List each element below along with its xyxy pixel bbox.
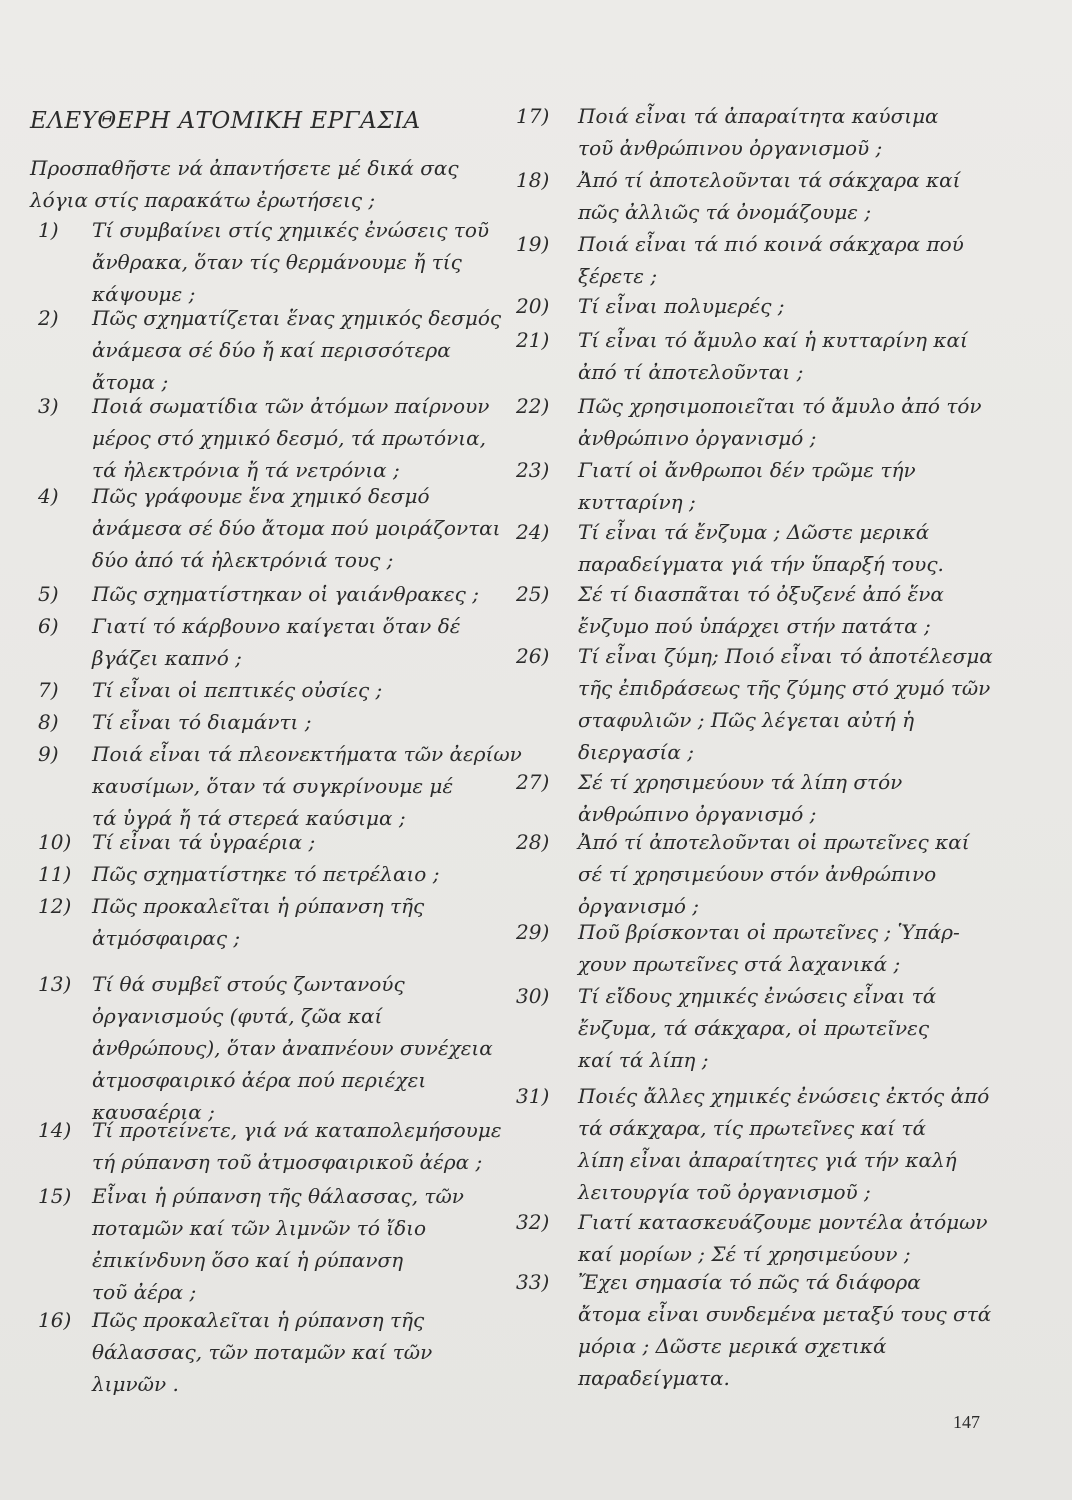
question-line: σέ τί χρησιμεύουν στόν ἀνθρώπινο bbox=[578, 862, 937, 886]
question-line: Πῶς σχηματίζεται ἕνας χημικός δεσμός bbox=[92, 306, 502, 330]
question-text bbox=[578, 454, 916, 518]
question-line: Πῶς σχηματίστηκε τό πετρέλαιο ; bbox=[92, 862, 440, 886]
question-line: Ἀπό τί ἀποτελοῦνται οἱ πρωτεῖνες καί bbox=[578, 830, 970, 854]
question-number: 11) bbox=[38, 862, 72, 886]
question-number: 16) bbox=[38, 1308, 72, 1332]
question-line: Τί εἶναι ζύμη; Ποιό εἶναι τό ἀποτέλεσμα bbox=[578, 644, 993, 668]
question-line: Τί εἶναι πολυμερές ; bbox=[578, 294, 785, 318]
question-number: 10) bbox=[38, 830, 72, 854]
question-line: μέρος στό χημικό δεσμό, τά πρωτόνια, bbox=[92, 426, 486, 450]
question-number: 4) bbox=[38, 484, 59, 508]
question-text bbox=[92, 1180, 464, 1308]
question-text bbox=[578, 290, 785, 322]
question-text bbox=[578, 164, 960, 228]
question-text bbox=[578, 826, 970, 922]
question-line: Ποιά εἶναι τά πλεονεκτήματα τῶν ἀερίων bbox=[92, 742, 522, 766]
question-number: 20) bbox=[516, 294, 550, 318]
question-line: Εἶναι ἡ ρύπανση τῆς θάλασσας, τῶν bbox=[92, 1184, 464, 1208]
question-line: Ἔχει σημασία τό πῶς τά διάφορα bbox=[578, 1270, 921, 1294]
question-number: 7) bbox=[38, 678, 59, 702]
question-line: Ποιά σωματίδια τῶν ἀτόμων παίρνουν bbox=[92, 394, 490, 418]
question-line: Ποιές ἄλλες χημικές ἐνώσεις ἐκτός ἀπό bbox=[578, 1084, 990, 1108]
question-number: 15) bbox=[38, 1184, 72, 1208]
question-line: πῶς ἀλλιῶς τά ὀνομάζουμε ; bbox=[578, 200, 872, 224]
question-text bbox=[578, 324, 968, 388]
question-text bbox=[578, 640, 993, 768]
question-text bbox=[92, 1304, 432, 1400]
question-line: Τί εἶναι οἱ πεπτικές οὐσίες ; bbox=[92, 678, 383, 702]
question-line: μόρια ; Δῶστε μερικά σχετικά bbox=[578, 1334, 887, 1358]
question-number: 29) bbox=[516, 920, 550, 944]
question-text bbox=[92, 480, 501, 576]
question-line: Ἀπό τί ἀποτελοῦνται τά σάκχαρα καί bbox=[578, 168, 961, 192]
question-line: Σέ τί χρησιμεύουν τά λίπη στόν bbox=[578, 770, 903, 794]
question-number: 25) bbox=[516, 582, 550, 606]
question-line: Τί εἴδους χημικές ἐνώσεις εἶναι τά bbox=[578, 984, 937, 1008]
question-line: καί μορίων ; Σέ τί χρησιμεύουν ; bbox=[578, 1242, 911, 1266]
question-line: Πῶς προκαλεῖται ἡ ρύπανση τῆς bbox=[92, 894, 425, 918]
page-number: 147 bbox=[953, 1412, 980, 1432]
question-number: 31) bbox=[516, 1084, 550, 1108]
question-number: 30) bbox=[516, 984, 550, 1008]
question-text bbox=[92, 858, 439, 890]
question-line: ἀνθρώπους), ὅταν ἀναπνέουν συνέχεια bbox=[92, 1036, 493, 1060]
question-line: κυτταρίνη ; bbox=[578, 490, 696, 514]
question-number: 23) bbox=[516, 458, 550, 482]
question-line: ἀτμόσφαιρας ; bbox=[92, 926, 241, 950]
question-line: ὀργανισμούς (φυτά, ζῶα καί bbox=[92, 1004, 383, 1028]
question-line: Πῶς γράφουμε ἕνα χημικό δεσμό bbox=[92, 484, 430, 508]
question-line: βγάζει καπνό ; bbox=[92, 646, 242, 670]
question-line: διεργασία ; bbox=[578, 740, 694, 764]
question-line: Τί εἶναι τά ἔνζυμα ; Δῶστε μερικά bbox=[578, 520, 930, 544]
question-line: ἐπικίνδυνη ὅσο καί ἡ ρύπανση bbox=[92, 1248, 404, 1272]
question-number: 2) bbox=[38, 306, 59, 330]
question-number: 13) bbox=[38, 972, 72, 996]
question-line: τῆς ἐπιδράσεως τῆς ζύμης στό χυμό τῶν bbox=[578, 676, 991, 700]
question-text bbox=[92, 674, 382, 706]
question-text bbox=[578, 1266, 991, 1394]
question-line: χουν πρωτεῖνες στά λαχανικά ; bbox=[578, 952, 901, 976]
question-number: 17) bbox=[516, 104, 550, 128]
question-line: τή ρύπανση τοῦ ἀτμοσφαιρικοῦ ἀέρα ; bbox=[92, 1150, 483, 1174]
question-number: 9) bbox=[38, 742, 59, 766]
question-line: καυσαέρια ; bbox=[92, 1100, 215, 1124]
question-line: παραδείγματα γιά τήν ὕπαρξή τους. bbox=[578, 552, 944, 576]
question-line: καυσίμων, ὅταν τά συγκρίνουμε μέ bbox=[92, 774, 454, 798]
question-text bbox=[578, 578, 944, 642]
question-number: 24) bbox=[516, 520, 550, 544]
question-text bbox=[92, 578, 479, 610]
question-text bbox=[578, 390, 982, 454]
question-text bbox=[92, 390, 489, 486]
question-text bbox=[578, 1206, 988, 1270]
question-line: ἄνθρακα, ὅταν τίς θερμάνουμε ἤ τίς bbox=[92, 250, 462, 274]
intro-line: Προσπαθῆστε νά ἀπαντήσετε μέ δικά σας bbox=[30, 156, 459, 180]
question-line: Πῶς προκαλεῖται ἡ ρύπανση τῆς bbox=[92, 1308, 425, 1332]
question-number: 19) bbox=[516, 232, 550, 256]
question-number: 14) bbox=[38, 1118, 72, 1142]
intro-text bbox=[30, 152, 490, 216]
question-line: δύο ἀπό τά ἠλεκτρόνιά τους ; bbox=[92, 548, 394, 572]
question-line: λίπη εἶναι ἀπαραίτητες γιά τήν καλή bbox=[578, 1148, 957, 1172]
question-number: 12) bbox=[38, 894, 72, 918]
question-line: σταφυλιῶν ; Πῶς λέγεται αὐτή ἡ bbox=[578, 708, 915, 732]
question-text bbox=[92, 826, 315, 858]
question-number: 27) bbox=[516, 770, 550, 794]
question-text bbox=[92, 1114, 502, 1178]
question-number: 3) bbox=[38, 394, 59, 418]
question-text bbox=[578, 516, 944, 580]
question-line: Τί εἶναι τό διαμάντι ; bbox=[92, 710, 312, 734]
question-number: 21) bbox=[516, 328, 550, 352]
question-number: 32) bbox=[516, 1210, 550, 1234]
question-line: Ποιά εἶναι τά ἀπαραίτητα καύσιμα bbox=[578, 104, 939, 128]
question-line: καί τά λίπη ; bbox=[578, 1048, 709, 1072]
question-number: 33) bbox=[516, 1270, 550, 1294]
question-line: θάλασσας, τῶν ποταμῶν καί τῶν bbox=[92, 1340, 433, 1364]
question-number: 5) bbox=[38, 582, 59, 606]
intro-line: λόγια στίς παρακάτω ἐρωτήσεις ; bbox=[30, 188, 376, 212]
question-text bbox=[92, 302, 501, 398]
question-line: τοῦ ἀνθρώπινου ὀργανισμοῦ ; bbox=[578, 136, 883, 160]
question-text bbox=[92, 968, 493, 1128]
question-text bbox=[578, 100, 939, 164]
question-line: ξέρετε ; bbox=[578, 264, 658, 288]
question-text bbox=[578, 228, 964, 292]
question-line: λειτουργία τοῦ ὀργανισμοῦ ; bbox=[578, 1180, 871, 1204]
question-line: Πῶς σχηματίστηκαν οἱ γαιάνθρακες ; bbox=[92, 582, 479, 606]
question-line: ἄτομα εἶναι συνδεμένα μεταξύ τους στά bbox=[578, 1302, 992, 1326]
question-line: ἀνάμεσα σέ δύο ἄτομα πού μοιράζονται bbox=[92, 516, 501, 540]
question-line: Γιατί κατασκευάζουμε μοντέλα ἀτόμων bbox=[578, 1210, 988, 1234]
question-line: ἀνθρώπινο ὀργανισμό ; bbox=[578, 426, 817, 450]
question-line: ἔνζυμο πού ὑπάρχει στήν πατάτα ; bbox=[578, 614, 931, 638]
question-line: ἔνζυμα, τά σάκχαρα, οἱ πρωτεῖνες bbox=[578, 1016, 930, 1040]
question-line: τοῦ ἀέρα ; bbox=[92, 1280, 197, 1304]
question-number: 26) bbox=[516, 644, 550, 668]
question-line: ποταμῶν καί τῶν λιμνῶν τό ἴδιο bbox=[92, 1216, 427, 1240]
question-line: ἀπό τί ἀποτελοῦνται ; bbox=[578, 360, 804, 384]
question-line: ἄτομα ; bbox=[92, 370, 169, 394]
question-line: Γιατί τό κάρβουνο καίγεται ὅταν δέ bbox=[92, 614, 461, 638]
question-text bbox=[578, 1080, 989, 1208]
question-line: ὀργανισμό ; bbox=[578, 894, 700, 918]
question-line: λιμνῶν . bbox=[92, 1372, 179, 1396]
question-text bbox=[578, 916, 960, 980]
question-line: Πῶς χρησιμοποιεῖται τό ἄμυλο ἀπό τόν bbox=[578, 394, 982, 418]
question-text bbox=[578, 980, 936, 1076]
question-number: 1) bbox=[38, 218, 59, 242]
question-text bbox=[92, 610, 460, 674]
question-number: 28) bbox=[516, 830, 550, 854]
question-text bbox=[92, 890, 424, 954]
question-line: Ποιά εἶναι τά πιό κοινά σάκχαρα πού bbox=[578, 232, 964, 256]
question-line: ἀτμοσφαιρικό ἀέρα πού περιέχει bbox=[92, 1068, 427, 1092]
question-number: 6) bbox=[38, 614, 59, 638]
question-line: Τί προτείνετε, γιά νά καταπολεμήσουμε bbox=[92, 1118, 502, 1142]
question-line: Τί εἶναι τό ἄμυλο καί ἡ κυτταρίνη καί bbox=[578, 328, 968, 352]
question-line: Γιατί οἱ ἄνθρωποι δέν τρῶμε τήν bbox=[578, 458, 916, 482]
question-line: Ποῦ βρίσκονται οἱ πρωτεῖνες ; Ὑπάρ- bbox=[578, 920, 960, 944]
question-line: τά ἠλεκτρόνια ἤ τά νετρόνια ; bbox=[92, 458, 400, 482]
question-line: κάψουμε ; bbox=[92, 282, 196, 306]
question-number: 8) bbox=[38, 710, 59, 734]
question-text bbox=[92, 214, 489, 310]
question-line: Τί συμβαίνει στίς χημικές ἐνώσεις τοῦ bbox=[92, 218, 490, 242]
question-line: ἀνάμεσα σέ δύο ἤ καί περισσότερα bbox=[92, 338, 451, 362]
question-line: Τί θά συμβεῖ στούς ζωντανούς bbox=[92, 972, 405, 996]
question-number: 22) bbox=[516, 394, 550, 418]
question-line: ἀνθρώπινο ὀργανισμό ; bbox=[578, 802, 817, 826]
page-heading: ΕΛΕΥΘΕΡΗ ΑΤΟΜΙΚΗ ΕΡΓΑΣΙΑ bbox=[30, 108, 421, 134]
question-text bbox=[578, 766, 902, 830]
question-text bbox=[92, 738, 522, 834]
question-line: παραδείγματα. bbox=[578, 1366, 730, 1390]
question-text bbox=[92, 706, 312, 738]
question-line: Τί εἶναι τά ὑγραέρια ; bbox=[92, 830, 316, 854]
question-line: τά σάκχαρα, τίς πρωτεῖνες καί τά bbox=[578, 1116, 926, 1140]
question-line: τά ὑγρά ἤ τά στερεά καύσιμα ; bbox=[92, 806, 406, 830]
question-line: Σέ τί διασπᾶται τό ὀξυζενέ ἀπό ἕνα bbox=[578, 582, 944, 606]
question-number: 18) bbox=[516, 168, 550, 192]
